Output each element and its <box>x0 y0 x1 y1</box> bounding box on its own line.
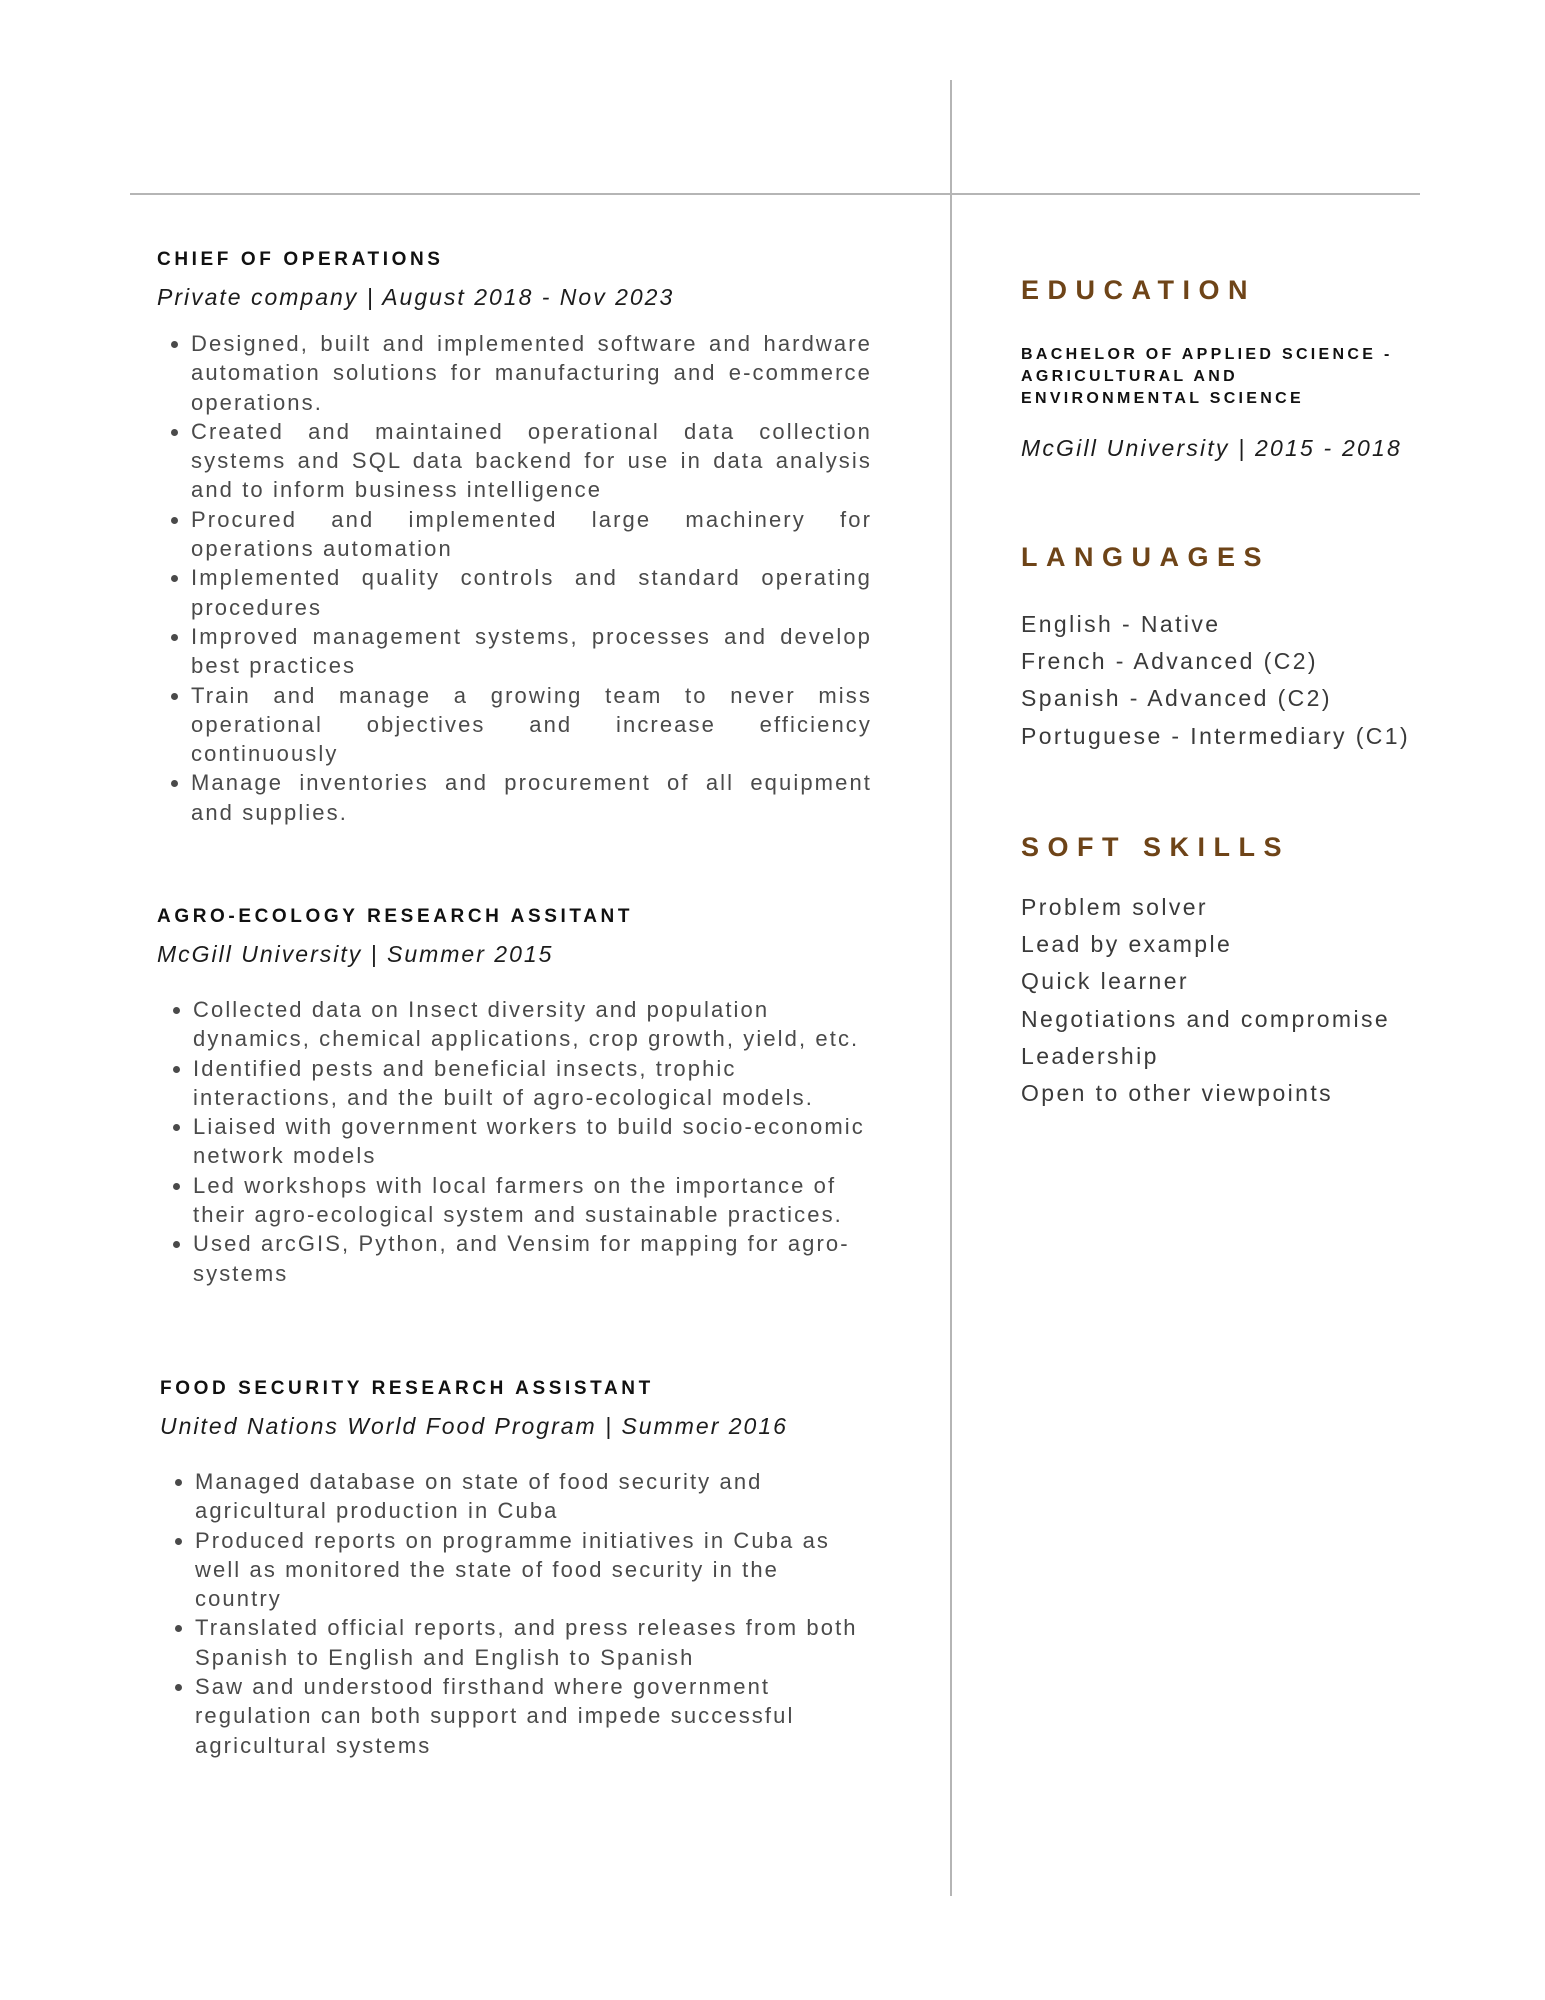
list-item: Portuguese - Intermediary (C1) <box>1021 722 1411 749</box>
list-item: Spanish - Advanced (C2) <box>1021 685 1332 712</box>
job-bullet-list <box>160 1467 860 1760</box>
list-item: • Manage inventories and procurement of all equipment and supplies. <box>191 768 872 827</box>
column-divider <box>950 80 952 1896</box>
list-item: • Designed, built and implemented software and hardware automation solutions for manufacturing and e-commerce operations. <box>191 329 872 417</box>
job-title: FOOD SECURITY RESEARCH ASSISTANT <box>160 1378 654 1399</box>
list-item: • Used arcGIS, Python, and Vensim for mapping for agro-systems <box>193 1229 882 1288</box>
list-item: • Managed database on state of food security and agricultural production in Cuba <box>195 1467 860 1526</box>
job-bullet-list <box>157 329 872 827</box>
languages-list <box>1021 606 1410 755</box>
list-item: • Liaised with government workers to build socio-economic network models <box>193 1112 882 1171</box>
list-item: • Saw and understood firsthand where government regulation can both support and impede successful agricultural systems <box>195 1672 860 1760</box>
list-item: Quick learner <box>1021 968 1189 995</box>
list-item: • Produced reports on programme initiatives in Cuba as well as monitored the state of food security in the country <box>195 1526 860 1614</box>
job-company-dates: Private company | August 2018 - Nov 2023 <box>157 284 675 310</box>
top-divider <box>130 193 1420 195</box>
list-item: • Train and manage a growing team to never miss operational objectives and increase efficiency continuously <box>191 681 872 769</box>
list-item: • Led workshops with local farmers on the importance of their agro-ecological system and sustainable practices. <box>193 1171 882 1230</box>
list-item: • Collected data on Insect diversity and population dynamics, chemical applications, crop growth, yield, etc. <box>193 995 882 1054</box>
soft-skills-list <box>1021 889 1390 1112</box>
job-chief-of-operations <box>157 248 872 827</box>
list-item: English - Native <box>1021 611 1221 637</box>
list-item: Lead by example <box>1021 931 1233 958</box>
list-item: • Implemented quality controls and standard operating procedures <box>191 563 872 622</box>
list-item: French - Advanced (C2) <box>1021 648 1318 675</box>
list-item: • Created and maintained operational data collection systems and SQL data backend for use in data analysis and to inform business intelligence <box>191 417 872 505</box>
job-title: CHIEF OF OPERATIONS <box>157 249 444 270</box>
job-bullet-list <box>157 995 882 1288</box>
job-title: AGRO-ECOLOGY RESEARCH ASSITANT <box>157 906 634 927</box>
list-item: Leadership <box>1021 1042 1159 1069</box>
soft-skills-heading: SOFT SKILLS <box>1021 832 1290 862</box>
list-item: Negotiations and compromise <box>1021 1005 1391 1032</box>
job-company-dates: United Nations World Food Program | Summer 2016 <box>160 1413 788 1439</box>
list-item: • Improved management systems, processes and develop best practices <box>191 622 872 681</box>
education-heading: EDUCATION <box>1021 275 1256 305</box>
list-item: • Identified pests and beneficial insects, trophic interactions, and the built of agro-ecological models. <box>193 1054 882 1113</box>
languages-heading: LANGUAGES <box>1021 542 1271 572</box>
job-agro-ecology-research-assistant <box>157 905 882 1288</box>
education-degree: BACHELOR OF APPLIED SCIENCE - AGRICULTURAL AND ENVIRONMENTAL SCIENCE <box>1021 346 1393 407</box>
job-food-security-research-assistant <box>160 1377 860 1760</box>
education-institution-dates: McGill University | 2015 - 2018 <box>1021 435 1402 461</box>
list-item: • Procured and implemented large machinery for operations automation <box>191 505 872 564</box>
list-item: Open to other viewpoints <box>1021 1080 1334 1107</box>
job-company-dates: McGill University | Summer 2015 <box>157 941 554 967</box>
list-item: • Translated official reports, and press releases from both Spanish to English and English to Spanish <box>195 1613 860 1672</box>
list-item: Problem solver <box>1021 894 1208 920</box>
